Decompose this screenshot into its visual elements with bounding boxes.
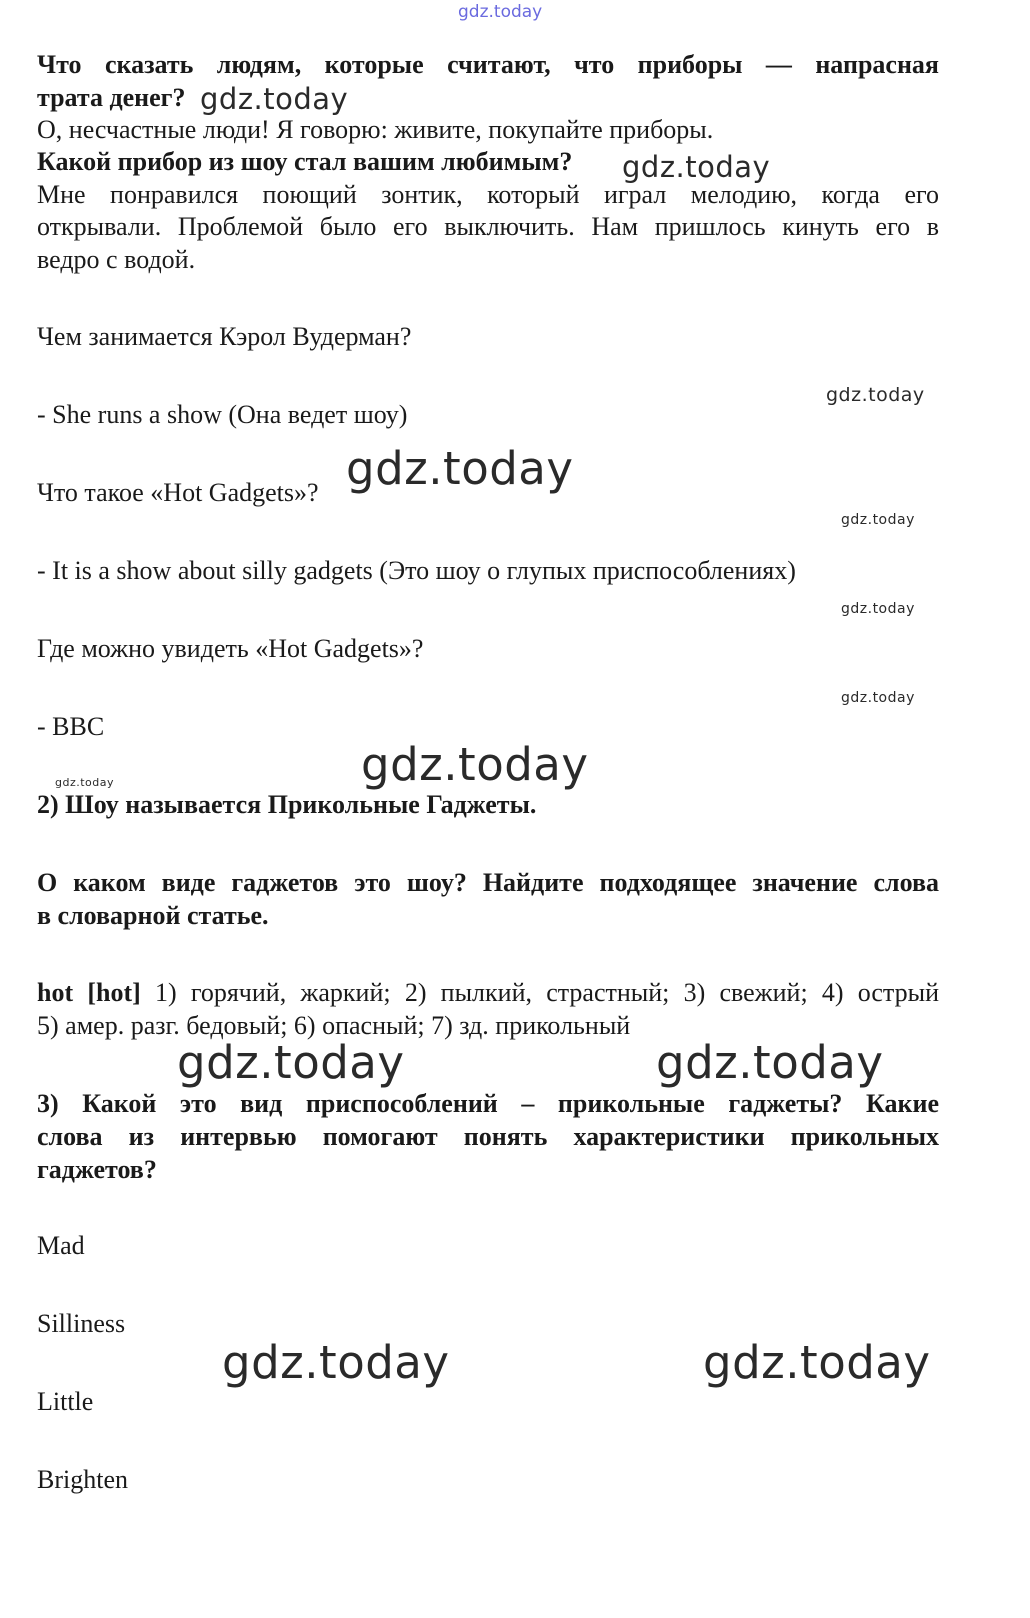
- answer-line: Мне понравился поющий зонтик, который играл мелодию, когда его: [37, 180, 939, 209]
- task-heading-line: слова из интервью помогают понять характеристики прикольных: [37, 1122, 939, 1151]
- header-watermark: gdz.today: [458, 2, 543, 22]
- word-list-item: Brighten: [37, 1465, 128, 1494]
- question-line: Какой прибор из шоу стал вашим любимым?: [37, 147, 573, 176]
- watermark: gdz.today: [841, 512, 915, 528]
- watermark: gdz.today: [200, 82, 349, 116]
- watermark: gdz.today: [346, 442, 574, 495]
- word-list-item: Mad: [37, 1231, 85, 1260]
- question-line: Где можно увидеть «Hot Gadgets»?: [37, 634, 424, 663]
- watermark: gdz.today: [222, 1336, 450, 1389]
- answer-line: - It is a show about silly gadgets (Это шоу о глупых приспособлениях): [37, 556, 796, 585]
- answer-line: открывали. Проблемой было его выключить. Нам пришлось кинуть его в: [37, 212, 939, 241]
- watermark: gdz.today: [622, 150, 771, 184]
- watermark: gdz.today: [656, 1036, 884, 1089]
- watermark: gdz.today: [361, 738, 589, 791]
- watermark: gdz.today: [55, 776, 115, 789]
- answer-line: - BBC: [37, 712, 105, 741]
- task-heading-line: 3) Какой это вид приспособлений – прикольные гаджеты? Какие: [37, 1089, 939, 1118]
- watermark: gdz.today: [841, 601, 915, 617]
- question-text: трата денег?: [37, 83, 186, 112]
- task-heading-line: гаджетов?: [37, 1155, 157, 1184]
- watermark: gdz.today: [177, 1036, 405, 1089]
- dictionary-entry-line: 5) амер. разг. бедовый; 6) опасный; 7) зд. прикольный: [37, 1011, 631, 1040]
- question-line: Что такое «Hot Gadgets»?: [37, 478, 319, 507]
- task-question-line: в словарной статье.: [37, 901, 269, 930]
- answer-line: О, несчастные люди! Я говорю: живите, покупайте приборы.: [37, 115, 714, 144]
- question-line: Что сказать людям, которые считают, что приборы — напрасная: [37, 50, 939, 79]
- answer-line: ведро с водой.: [37, 245, 196, 274]
- word-list-item: Little: [37, 1387, 94, 1416]
- watermark: gdz.today: [826, 384, 925, 406]
- task-question-line: О каком виде гаджетов это шоу? Найдите подходящее значение слова: [37, 868, 939, 897]
- watermark: gdz.today: [703, 1336, 931, 1389]
- dictionary-meanings: 1) горячий, жаркий; 2) пылкий, страстный; 3) свежий; 4) острый: [140, 978, 939, 1007]
- dictionary-entry-line: [37, 976, 939, 1009]
- task-heading: 2) Шоу называется Прикольные Гаджеты.: [37, 790, 537, 819]
- word-list-item: Silliness: [37, 1309, 126, 1338]
- question-line: [37, 81, 939, 114]
- watermark: gdz.today: [841, 690, 915, 706]
- question-line: Чем занимается Кэрол Вудерман?: [37, 322, 412, 351]
- answer-line: - She runs a show (Она ведет шоу): [37, 400, 408, 429]
- dictionary-headword: hot [hot]: [37, 978, 141, 1007]
